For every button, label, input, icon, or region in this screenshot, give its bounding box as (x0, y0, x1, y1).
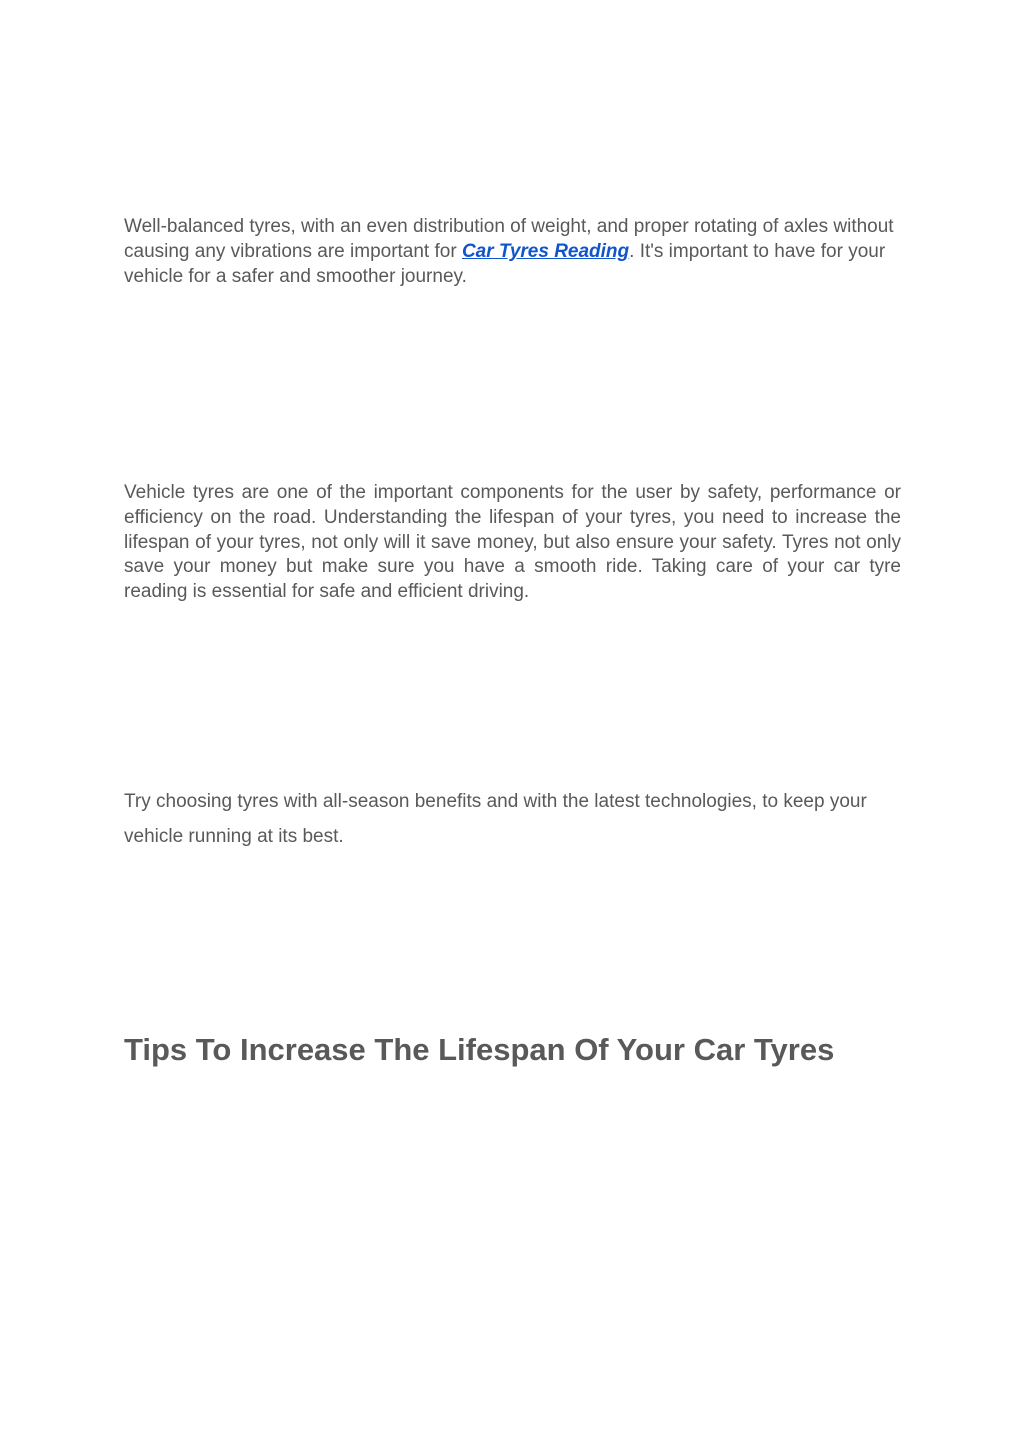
section-heading: Tips To Increase The Lifespan Of Your Car Tyres (124, 1032, 835, 1067)
intro-text-after-link: . It's important to have for your vehicle for a safer and smoother journey. (124, 240, 886, 287)
car-tyres-reading-link[interactable]: Car Tyres Reading (461, 240, 630, 262)
body-paragraph-lifespan: Vehicle tyres are one of the important components for the user by safety, performance or efficiency on the road. Understanding the lifespan of your tyres, you need to increase the lifespan of your tyres, not only will it save money, but also ensure your safety. Tyres not only save your money but make sure you have a smooth ride. Taking care of your car tyre reading is essential for safe and efficient driving. (124, 482, 901, 603)
intro-text-before-link: Well-balanced tyres, with an even distribution of weight, and proper rotating of axles without causing any vibrations are important for (124, 216, 894, 262)
intro-paragraph (124, 215, 901, 289)
body-paragraph-all-season: Try choosing tyres with all-season benefits and with the latest technologies, to keep your vehicle running at its best. (124, 791, 867, 847)
